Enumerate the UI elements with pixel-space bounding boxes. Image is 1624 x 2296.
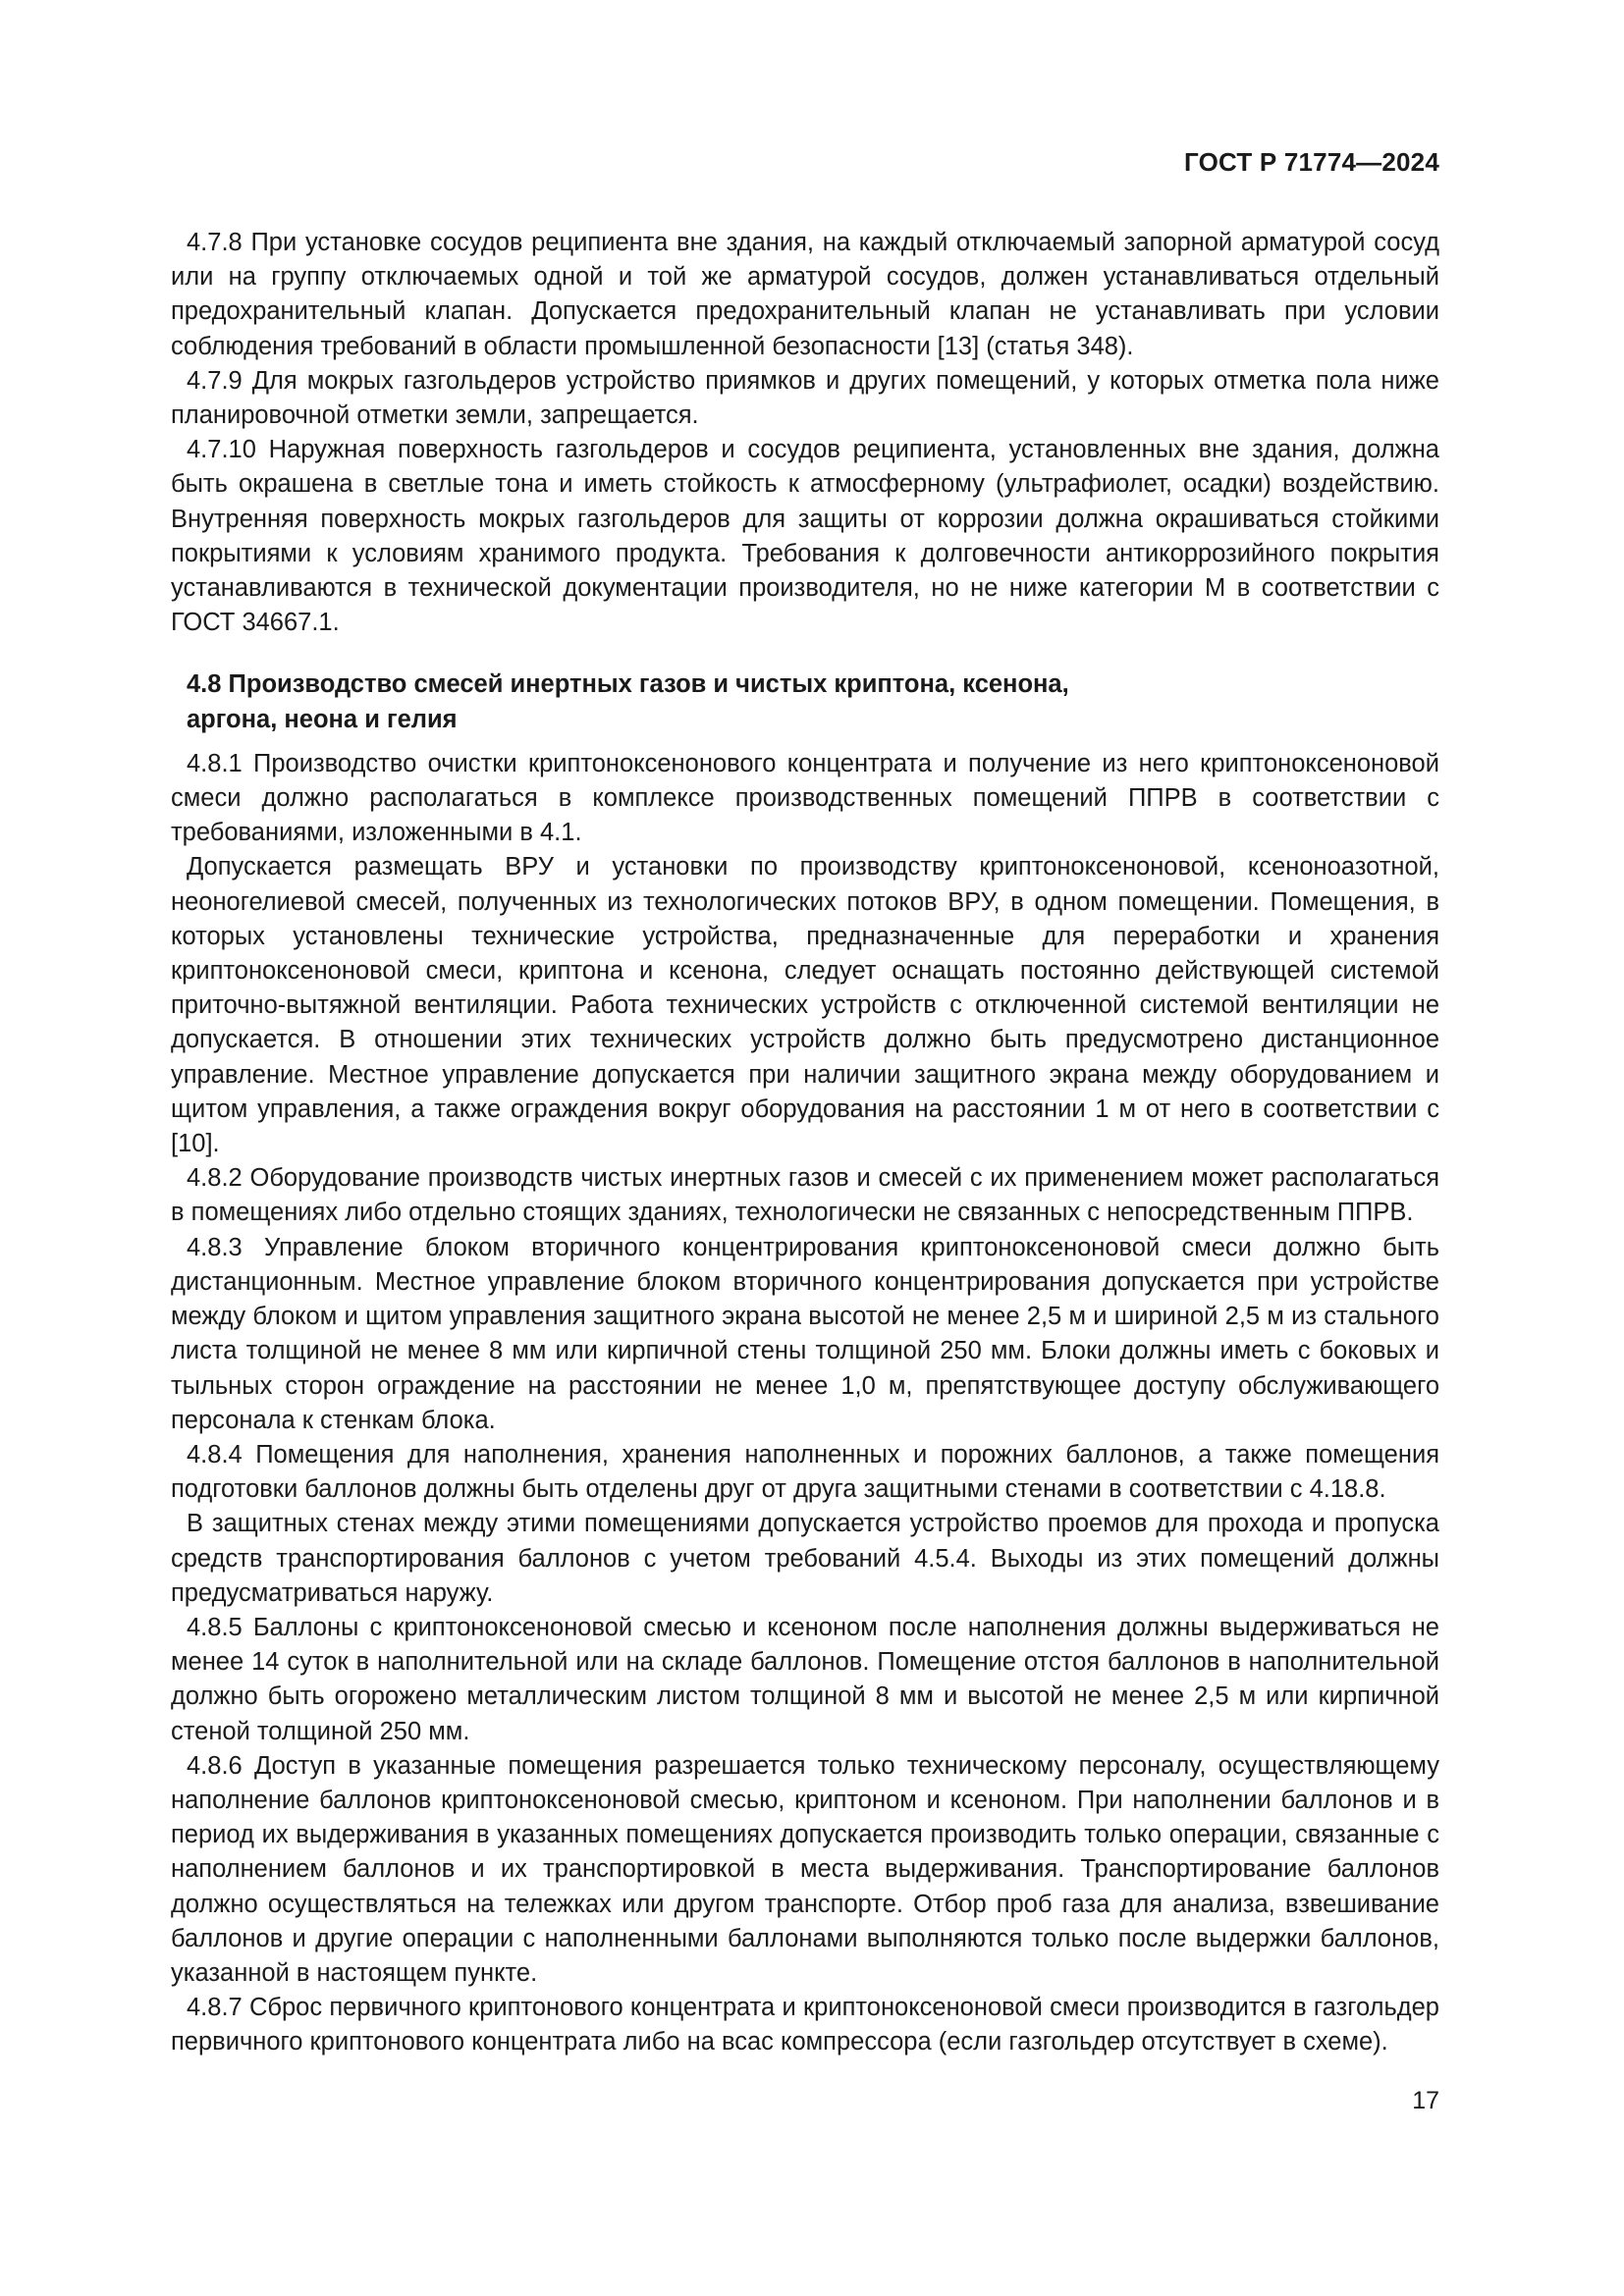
paragraph-4-8-1: 4.8.1 Производство очистки криптоноксенонового концентрата и получение из него криптоноксеноновой смеси должно располагаться в комплексе производственных помещений ППРВ в соответствии с требованиями, изложенными в 4.1. bbox=[171, 749, 1439, 847]
paragraph-4-7-9: 4.7.9 Для мокрых газгольдеров устройство приямков и других помещений, у которых отметка пола ниже планировочной отметки земли, запрещается. bbox=[171, 366, 1439, 430]
paragraph-4-8-4-cont: В защитных стенах между этими помещениями допускается устройство проемов для прохода и пропуска средств транспортирования баллонов с учетом требований 4.5.4. Выходы из этих помещений должны предусматриваться наружу. bbox=[171, 1510, 1439, 1607]
paragraph-4-8-6: 4.8.6 Доступ в указанные помещения разрешается только техническому персоналу, осуществляющему наполнение баллонов криптоноксеноновой смесью, криптоном и ксеноном. При наполнении баллонов и в период их выдерживания в указанных помещениях допускается производить только операции, связанные с наполнением баллонов и их транспортировкой в места выдерживания. Транспортирование баллонов должно осуществляться на тележках или другом транспорте. Отбор проб газа для анализа, взвешивание баллонов и другие операции с наполненными баллонами выполняются только после выдержки баллонов, указанной в настоящем пункте. bbox=[171, 1751, 1439, 1987]
paragraph-4-8-3: 4.8.3 Управление блоком вторичного концентрирования криптоноксеноновой смеси должно быть дистанционным. Местное управление блоком вторичного концентрирования допускается при устройстве между блоком и щитом управления защитного экрана высотой не менее 2,5 м и шириной 2,5 м из стального листа толщиной не менее 8 мм или кирпичной стены толщиной 250 мм. Блоки должны иметь с боковых и тыльных сторон ограждение на расстоянии не менее 1,0 м, препятствующее доступу обслуживающего персонала к стенкам блока. bbox=[171, 1233, 1439, 1434]
paragraph-4-8-4: 4.8.4 Помещения для наполнения, хранения наполненных и порожних баллонов, а также помещения подготовки баллонов должны быть отделены друг от друга защитными стенами в соответствии с 4.18.8. bbox=[171, 1440, 1439, 1504]
paragraph-4-7-8: 4.7.8 При установке сосудов реципиента вне здания, на каждый отключаемый запорной арматурой сосуд или на группу отключаемых одной и той же арматурой сосудов, должен устанавливаться отдельный предохранительный клапан. Допускается предохранительный клапан не устанавливать при условии соблюдения требований в области промышленной безопасности [13] (статья 348). bbox=[171, 229, 1439, 360]
paragraph-4-8-2: 4.8.2 Оборудование производств чистых инертных газов и смесей с их применением может располагаться в помещениях либо отдельно стоящих зданиях, технологически не связанных с непосредственным ППРВ. bbox=[171, 1164, 1439, 1227]
section-heading-4-8: 4.8 Производство смесей инертных газов и чистых криптона, ксенона, аргона, неона и гелия bbox=[187, 670, 1069, 733]
paragraph-4-8-1-cont: Допускается размещать ВРУ и установки по производству криптоноксеноновой, ксеноноазотной, неоногелиевой смесей, полученных из технологических потоков ВРУ, в одном помещении. Помещения, в которых установлены технические устройства, предназначенные для переработки и хранения криптоноксеноновой смеси, криптона и ксенона, следует оснащать постоянно действующей системой приточно-вытяжной вентиляции. Работа технических устройств с отключенной системой вентиляции не допускается. В отношении этих технических устройств должно быть предусмотрено дистанционное управление. Местное управление допускается при наличии защитного экрана между оборудованием и щитом управления, а также ограждения вокруг оборудования на расстоянии 1 м от него в соответствии с [10]. bbox=[171, 853, 1439, 1158]
paragraph-4-7-10: 4.7.10 Наружная поверхность газгольдеров и сосудов реципиента, установленных вне здания, должна быть окрашена в светлые тона и иметь стойкость к атмосферному (ультрафиолет, осадки) воздействию. Внутренняя поверхность мокрых газгольдеров для защиты от коррозии должна окрашиваться стойкими покрытиями к условиям хранимого продукта. Требования к долговечности антикоррозийного покрытия устанавливаются в технической документации производителя, но не ниже категории М в соответствии с ГОСТ 34667.1. bbox=[171, 436, 1439, 637]
document-body bbox=[171, 226, 1439, 2060]
paragraph-4-8-7: 4.8.7 Сброс первичного криптонового концентрата и криптоноксеноновой смеси производится в газгольдер первичного криптонового концентрата либо на всас компрессора (если газгольдер отсутствует в схеме). bbox=[171, 1994, 1439, 2056]
paragraph-4-8-5: 4.8.5 Баллоны с криптоноксеноновой смесью и ксеноном после наполнения должны выдерживаться не менее 14 суток в наполнительной или на складе баллонов. Помещение отстоя баллонов в наполнительной должно быть огорожено металлическим листом толщиной 8 мм и высотой не менее 2,5 м или кирпичной стеной толщиной 250 мм. bbox=[171, 1613, 1439, 1745]
document-standard-number: ГОСТ Р 71774—2024 bbox=[1184, 147, 1439, 177]
page-number: 17 bbox=[1412, 2087, 1439, 2114]
